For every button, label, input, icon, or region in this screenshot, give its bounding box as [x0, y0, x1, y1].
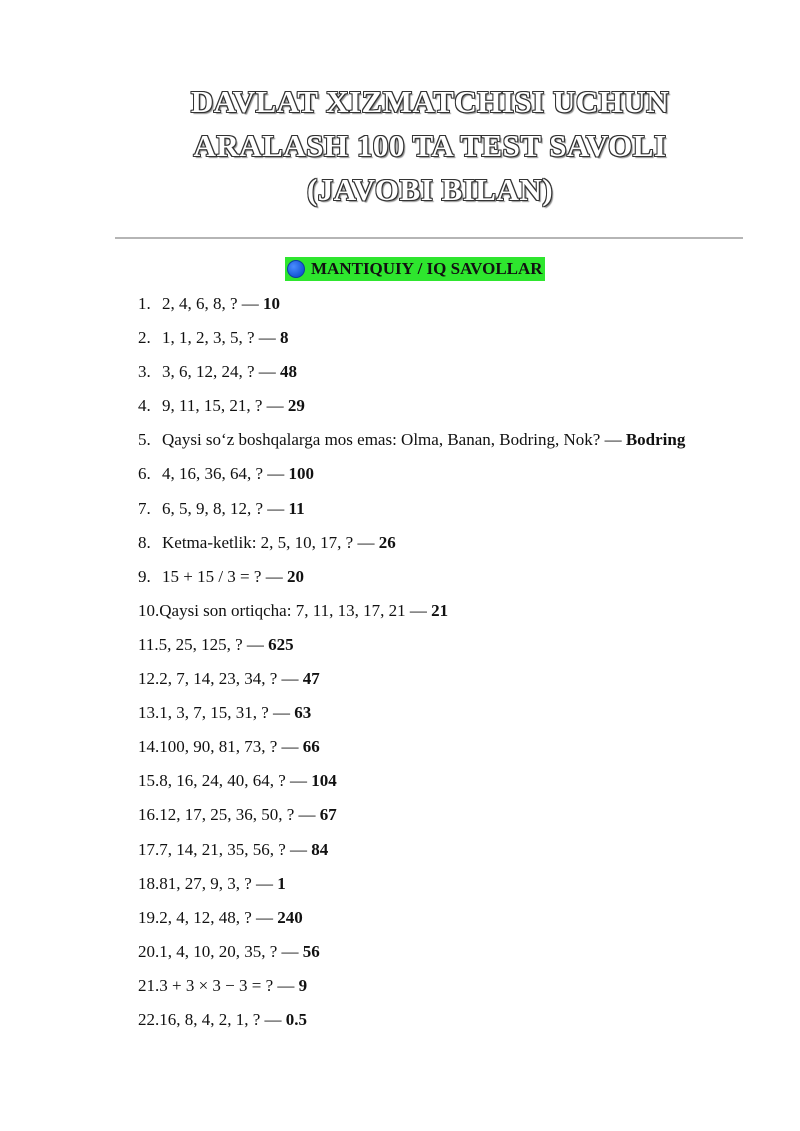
question-item	[138, 461, 778, 495]
answer-separator: —	[405, 600, 432, 620]
answer-separator: —	[353, 532, 379, 552]
question-text: 2, 7, 14, 23, 34, ?	[159, 669, 278, 689]
question-answer: 67	[319, 805, 337, 825]
answer-separator: —	[242, 634, 269, 654]
answer-separator: —	[261, 566, 287, 586]
question-answer: 26	[378, 532, 396, 552]
question-answer: 84	[311, 839, 329, 859]
question-text: 1, 4, 10, 20, 35, ?	[159, 941, 278, 961]
question-number: 17.	[138, 839, 160, 859]
question-answer: 56	[302, 941, 320, 961]
answer-separator: —	[251, 907, 278, 927]
question-item	[138, 666, 778, 700]
question-number: 4.	[138, 396, 151, 416]
question-item	[138, 291, 778, 325]
question-text: 4, 16, 36, 64, ?	[162, 464, 264, 484]
title-line-3: (JAVOBI BILAN)	[306, 172, 554, 207]
answer-separator: —	[263, 498, 289, 518]
answer-separator: —	[262, 396, 288, 416]
question-answer: 1	[277, 873, 286, 893]
answer-separator: —	[285, 771, 312, 791]
answer-separator: —	[251, 873, 278, 893]
question-answer: 8	[280, 328, 289, 348]
question-number: 13.	[138, 703, 160, 723]
question-text: Qaysi son ortiqcha: 7, 11, 13, 17, 21	[159, 600, 406, 620]
answer-separator: —	[277, 737, 303, 757]
question-item	[138, 598, 778, 632]
answer-separator: —	[600, 430, 626, 450]
question-answer: 29	[287, 396, 305, 416]
question-answer: 11	[288, 498, 305, 518]
question-text: 6, 5, 9, 8, 12, ?	[162, 498, 264, 518]
question-number: 9.	[138, 566, 151, 586]
question-item	[138, 939, 778, 973]
question-text: 5, 25, 125, ?	[158, 634, 243, 654]
answer-separator: —	[254, 362, 281, 382]
question-item	[138, 905, 778, 939]
question-text: 8, 16, 24, 40, 64, ?	[159, 771, 286, 791]
question-number: 10.	[138, 600, 160, 620]
question-number: 12.	[138, 669, 160, 689]
answer-separator: —	[237, 294, 264, 313]
question-text: 7, 14, 21, 35, 56, ?	[159, 839, 286, 859]
question-answer: 63	[294, 703, 312, 723]
question-number: 8.	[138, 532, 151, 552]
question-answer: 20	[286, 566, 304, 586]
title-line-2: ARALASH 100 TA TEST SAVOLI	[193, 128, 667, 163]
question-text: Qaysi so‘z boshqalarga mos emas: Olma, Banan, Bodring, Nok?	[162, 430, 601, 450]
question-answer: 240	[277, 907, 303, 927]
answer-separator: —	[268, 703, 295, 723]
question-text: 9, 11, 15, 21, ?	[162, 396, 263, 416]
question-answer: 0.5	[285, 1009, 308, 1029]
question-number: 22.	[138, 1009, 160, 1029]
question-text: 3 + 3 × 3 − 3 = ?	[159, 975, 274, 995]
question-answer: Bodring	[625, 430, 686, 450]
question-answer: 625	[268, 634, 294, 654]
question-text: 1, 1, 2, 3, 5, ?	[162, 328, 255, 348]
question-number: 6.	[138, 464, 151, 484]
blue-circle-icon	[287, 260, 305, 278]
question-number: 2.	[138, 328, 151, 348]
question-item	[138, 530, 778, 564]
question-item	[138, 359, 778, 393]
question-item	[138, 496, 778, 530]
question-item	[138, 393, 778, 427]
question-text: 16, 8, 4, 2, 1, ?	[159, 1009, 261, 1029]
question-item	[138, 802, 778, 836]
question-text: 12, 17, 25, 36, 50, ?	[159, 805, 295, 825]
question-number: 18.	[138, 873, 160, 893]
question-answer: 100	[288, 464, 315, 484]
question-number: 7.	[138, 498, 151, 518]
title-line-1: DAVLAT XIZMATCHISI UCHUN	[190, 84, 670, 119]
question-number: 1.	[138, 294, 151, 313]
answer-separator: —	[263, 464, 289, 484]
question-number: 15.	[138, 771, 160, 791]
question-item	[138, 632, 778, 666]
question-number: 11.	[138, 634, 159, 654]
question-answer: 104	[311, 771, 337, 791]
question-number: 19.	[138, 907, 160, 927]
question-text: 2, 4, 12, 48, ?	[159, 907, 252, 927]
horizontal-divider	[115, 237, 743, 239]
question-item	[138, 871, 778, 905]
question-answer: 48	[280, 362, 298, 382]
section-heading	[285, 257, 545, 281]
section-heading-text: MANTIQUIY / IQ SAVOLLAR	[311, 259, 543, 278]
answer-separator: —	[294, 805, 320, 825]
question-answer: 47	[302, 669, 320, 689]
question-item	[138, 768, 778, 802]
question-answer: 21	[431, 600, 449, 620]
document-title	[0, 80, 800, 212]
question-text: 100, 90, 81, 73, ?	[159, 737, 278, 757]
question-number: 21.	[138, 975, 160, 995]
question-text: 15 + 15 / 3 = ?	[162, 566, 262, 586]
question-answer: 9	[298, 975, 308, 995]
question-item	[138, 564, 778, 598]
question-number: 20.	[138, 941, 160, 961]
question-item	[138, 700, 778, 734]
question-answer: 10	[263, 294, 281, 313]
answer-separator: —	[277, 941, 303, 961]
question-number: 5.	[138, 430, 151, 450]
question-item	[138, 734, 778, 768]
question-list	[138, 291, 778, 1041]
question-number: 14.	[138, 737, 160, 757]
question-item	[138, 325, 778, 359]
answer-separator: —	[260, 1009, 286, 1029]
question-number: 3.	[138, 362, 151, 382]
answer-separator: —	[285, 839, 312, 859]
question-text: 1, 3, 7, 15, 31, ?	[159, 703, 269, 723]
answer-separator: —	[277, 669, 303, 689]
question-item	[138, 973, 778, 1007]
answer-separator: —	[254, 328, 281, 348]
question-item	[138, 1007, 778, 1041]
answer-separator: —	[273, 975, 299, 995]
question-answer: 66	[302, 737, 320, 757]
question-item	[138, 427, 778, 461]
question-text: 3, 6, 12, 24, ?	[162, 362, 255, 382]
question-text: Ketma-ketlik: 2, 5, 10, 17, ?	[162, 532, 354, 552]
question-item	[138, 837, 778, 871]
question-text: 2, 4, 6, 8, ?	[162, 294, 238, 313]
question-number: 16.	[138, 805, 160, 825]
question-text: 81, 27, 9, 3, ?	[159, 873, 252, 893]
